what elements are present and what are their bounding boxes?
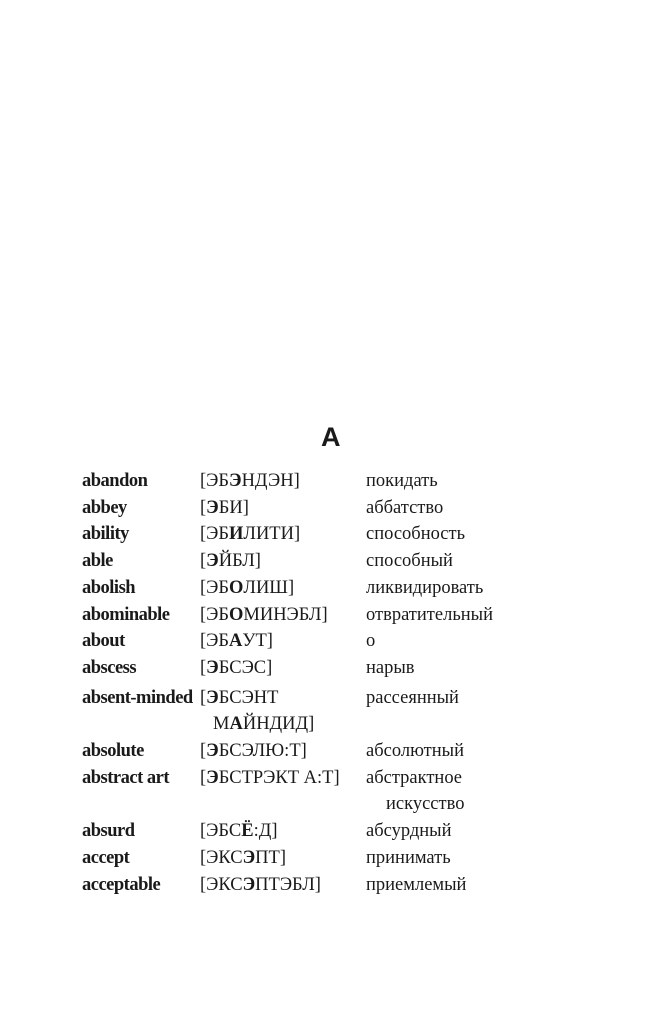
stressed-letter: Э bbox=[206, 551, 219, 572]
entry-word: able bbox=[82, 551, 113, 572]
entry-word: abbey bbox=[82, 497, 127, 518]
stressed-letter: О bbox=[229, 577, 244, 598]
entry-word: abstract art bbox=[82, 767, 169, 788]
stressed-letter: Э bbox=[206, 657, 219, 678]
stressed-letter: Э bbox=[206, 687, 219, 708]
dictionary-entry bbox=[82, 495, 582, 522]
entry-word: absent-minded bbox=[82, 687, 193, 708]
entry-translation: абсурдный bbox=[366, 821, 452, 842]
entry-transcription: [ЭБСЭНТ МАЙНДИД] bbox=[200, 685, 366, 738]
entry-transcription: [ЭБСЁ:Д] bbox=[200, 821, 278, 842]
entry-transcription: [ЭКСЭПТ] bbox=[200, 847, 286, 868]
dictionary-entry bbox=[82, 628, 582, 655]
entry-word: about bbox=[82, 631, 125, 652]
stressed-letter: Ё bbox=[241, 821, 254, 842]
stressed-letter: О bbox=[229, 604, 244, 625]
entry-translation: отвратительный bbox=[366, 604, 493, 625]
entry-word: acceptable bbox=[82, 874, 161, 895]
entry-transcription: [ЭКСЭПТЭБЛ] bbox=[200, 874, 321, 895]
stressed-letter: Э bbox=[206, 767, 219, 788]
translation-continuation: искусство bbox=[386, 794, 465, 815]
entry-translation: приемлемый bbox=[366, 874, 467, 895]
dictionary-entry bbox=[82, 575, 582, 602]
entry-word: abominable bbox=[82, 604, 170, 625]
entry-translation: покидать bbox=[366, 471, 438, 491]
stressed-letter: А bbox=[229, 714, 243, 735]
stressed-letter: Э bbox=[242, 874, 256, 895]
entry-word: abolish bbox=[82, 577, 136, 598]
entry-transcription: [ЭБЭНДЭН] bbox=[200, 471, 300, 491]
entry-word: abscess bbox=[82, 657, 137, 678]
entry-transcription: [ЭЙБЛ] bbox=[200, 551, 261, 572]
entry-translation: способный bbox=[366, 551, 453, 572]
section-letter-heading: A bbox=[321, 422, 341, 452]
entry-transcription: [ЭБИ] bbox=[200, 497, 249, 518]
entry-translation: аббатство bbox=[366, 497, 444, 518]
dictionary-entry bbox=[82, 685, 582, 738]
entry-translation: нарыв bbox=[366, 657, 415, 678]
entry-word: abandon bbox=[82, 471, 148, 491]
dictionary-entry bbox=[82, 818, 582, 845]
transcription-continuation: МАЙНДИД] bbox=[213, 714, 315, 735]
dictionary-entries bbox=[82, 468, 582, 898]
stressed-letter: И bbox=[229, 524, 244, 545]
entry-word: accept bbox=[82, 847, 130, 868]
entry-translation: способность bbox=[366, 524, 466, 545]
dictionary-entry bbox=[82, 468, 582, 495]
stressed-letter: Э bbox=[206, 741, 219, 762]
dictionary-entry bbox=[82, 602, 582, 629]
entry-translation: о bbox=[366, 631, 376, 652]
entry-transcription: [ЭБСЭС] bbox=[200, 657, 273, 678]
entry-translation: принимать bbox=[366, 847, 451, 868]
entry-transcription: [ЭБОЛИШ] bbox=[200, 577, 295, 598]
entry-word: absolute bbox=[82, 741, 144, 762]
stressed-letter: Э bbox=[242, 847, 256, 868]
entry-translation: ликвидировать bbox=[366, 577, 484, 598]
dictionary-entry bbox=[82, 845, 582, 872]
entry-translation: абстрактное искусство bbox=[366, 765, 582, 818]
entry-transcription: [ЭБСЭЛЮ:Т] bbox=[200, 741, 307, 762]
entry-transcription: [ЭБСТРЭКТ А:Т] bbox=[200, 767, 340, 788]
dictionary-entry bbox=[82, 872, 582, 899]
stressed-letter: А bbox=[229, 631, 243, 652]
entry-transcription: [ЭБОМИНЭБЛ] bbox=[200, 604, 328, 625]
stressed-letter: Э bbox=[206, 497, 219, 518]
dictionary-entry bbox=[82, 765, 582, 818]
dictionary-entry bbox=[82, 521, 582, 548]
entry-transcription: [ЭБАУТ] bbox=[200, 631, 273, 652]
entry-translation: абсолютный bbox=[366, 741, 464, 762]
dictionary-entry bbox=[82, 548, 582, 575]
entry-transcription: [ЭБИЛИТИ] bbox=[200, 524, 301, 545]
entry-word: absurd bbox=[82, 821, 135, 842]
stressed-letter: Э bbox=[229, 471, 242, 491]
entry-word: ability bbox=[82, 524, 129, 545]
dictionary-entry bbox=[82, 655, 582, 682]
entry-translation: рассеянный bbox=[366, 687, 459, 708]
dictionary-entry bbox=[82, 738, 582, 765]
